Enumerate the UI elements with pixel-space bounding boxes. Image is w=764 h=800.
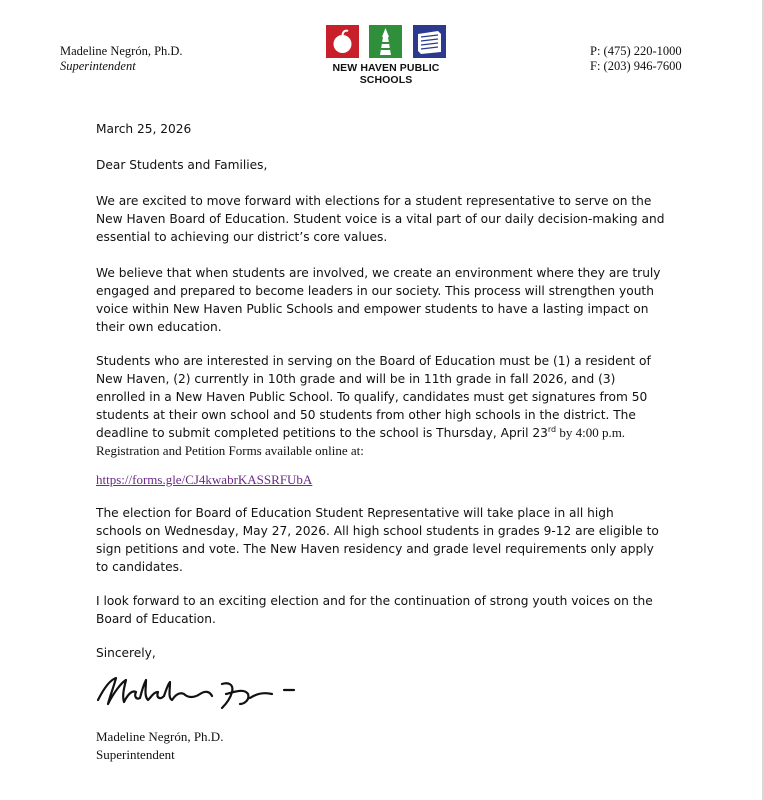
paragraph-line: sign petitions and vote. The New Haven residency and grade level requirements only apply — [96, 542, 654, 556]
paragraph-line: The election for Board of Education Student Representative will take place in all high — [96, 506, 614, 520]
paragraph-5 — [96, 592, 696, 628]
signature-block — [96, 728, 223, 764]
paragraph-3 — [96, 352, 696, 460]
paragraph-line: voice within New Haven Public Schools and empower students to have a lasting impact on — [96, 302, 649, 316]
paragraph-line: enrolled in a New Haven Public School. To qualify, candidates must get signatures from 50 — [96, 390, 648, 404]
deadline-text: deadline to submit completed petitions to the school is Thursday, April 23 — [96, 426, 548, 440]
district-name: NEW HAVEN PUBLIC SCHOOLS — [332, 62, 440, 86]
paragraph-line: essential to achieving our district’s core values. — [96, 230, 388, 244]
paragraph-2 — [96, 264, 696, 336]
deadline-line — [96, 424, 696, 442]
apple-icon — [334, 35, 352, 53]
paragraph-line: New Haven Board of Education. Student voice is a vital part of our daily decision-making and — [96, 212, 665, 226]
signer-name: Madeline Negrón, Ph.D. — [96, 729, 224, 744]
paragraph-line: their own education. — [96, 320, 222, 334]
paragraph-4 — [96, 504, 696, 576]
sender-name: Madeline Negrón, Ph.D. — [60, 44, 183, 58]
paragraph-line: to candidates. — [96, 560, 183, 574]
district-logo — [305, 25, 467, 86]
paragraph-line: engaged and prepared to become leaders in our society. This process will strengthen youth — [96, 284, 654, 298]
letterhead-contact — [590, 44, 682, 74]
sender-title: Superintendent — [60, 59, 136, 73]
deadline-time: by 4:00 p.m. — [556, 425, 626, 440]
salutation: Dear Students and Families, — [96, 158, 268, 172]
phone-number: P: (475) 220-1000 — [590, 44, 682, 58]
letterhead-sender — [60, 44, 183, 74]
closing: Sincerely, — [96, 646, 156, 660]
paragraph-line: New Haven, (2) currently in 10th grade and will be in 11th grade in fall 2026, and (3) — [96, 372, 616, 386]
paragraph-line: schools on Wednesday, May 27, 2026. All high school students in grades 9-12 are eligible to — [96, 524, 659, 538]
letter-date: March 25, 2026 — [96, 122, 192, 136]
paragraph-line: Board of Education. — [96, 612, 216, 626]
registration-form-link[interactable]: https://forms.gle/CJ4kwabrKASSRFUbA — [96, 472, 313, 487]
signer-title: Superintendent — [96, 747, 175, 762]
form-link-line — [96, 471, 696, 489]
paragraph-line: Students who are interested in serving on the Board of Education must be (1) a resident of — [96, 354, 651, 368]
paragraph-line: We are excited to move forward with elections for a student representative to serve on the — [96, 194, 652, 208]
deadline-suffix: rd — [547, 424, 557, 434]
paragraph-line: students at their own school and 50 students from other high schools in the district. The — [96, 408, 636, 422]
handwritten-signature — [94, 670, 314, 718]
paragraph-line: We believe that when students are involved, we create an environment where they are truly — [96, 266, 661, 280]
fax-number: F: (203) 946-7600 — [590, 59, 682, 73]
paragraph-1 — [96, 192, 696, 246]
logo-icons — [326, 25, 446, 58]
forms-line: Registration and Petition Forms available online at: — [96, 443, 364, 458]
paragraph-line: I look forward to an exciting election and for the continuation of strong youth voices on the — [96, 594, 653, 608]
